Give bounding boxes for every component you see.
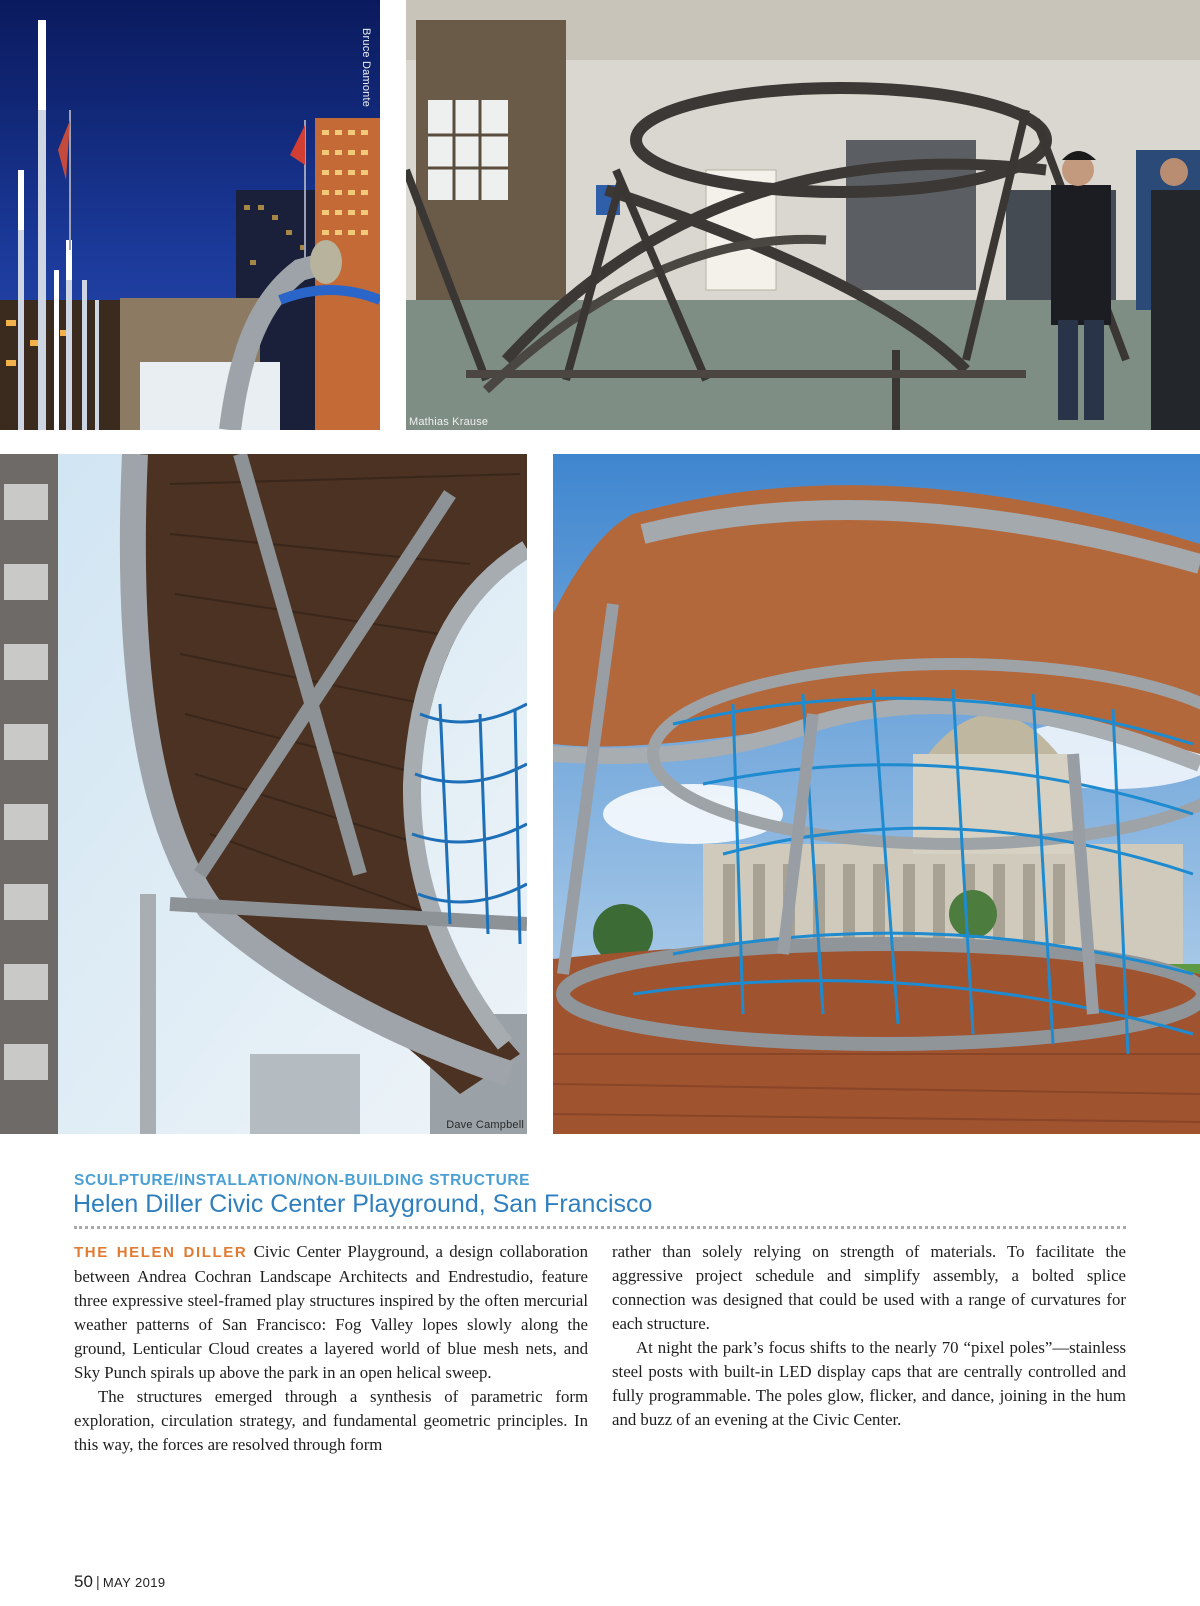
article-column-right [612,1240,1126,1432]
paragraph-1-text: Civic Center Playground, a design collaboration between Andrea Cochran Landscape Architects and Endrestudio, feature three expressive steel-framed play structures inspired by the often mercurial weather patterns of San Francisco: Fog Valley lopes slowly along the ground, Lenticular Cloud creates a layered world of blue mesh nets, and Sky Punch spirals up above the park in an open helical sweep. [74,1242,588,1382]
paragraph-4: At night the park’s focus shifts to the nearly 70 “pixel poles”—stainless steel posts with built-in LED display caps that are centrally controlled and fully programmable. The poles glow, flicker, and dance, joining in the hum and buzz of an evening at the Civic Center. [612,1338,1126,1429]
article-category: SCULPTURE/INSTALLATION/NON-BUILDING STRUCTURE [74,1172,531,1189]
photo-credit-dave-campbell: Dave Campbell [446,1119,524,1131]
title-divider [74,1226,1126,1229]
paragraph-2: The structures emerged through a synthesis of parametric form exploration, circulation strategy, and fundamental geometric principles. In this way, the forces are resolved through form [74,1387,588,1454]
page-number: 50 [74,1572,93,1591]
photo-credit-mathias-krause: Mathias Krause [409,416,489,428]
page-footer [74,1572,166,1592]
issue-date: MAY 2019 [102,1575,166,1590]
article-title: Helen Diller Civic Center Playground, San Francisco [73,1190,653,1218]
photo-structure-underside [0,454,527,1134]
article-column-left [74,1240,588,1457]
photo-night-pixel-poles [0,0,380,430]
paragraph-1 [74,1240,588,1385]
lead-in: THE HELEN DILLER [74,1244,248,1261]
photo-net-city-hall [553,454,1200,1134]
photo-credit-bruce-damonte: Bruce Damonte [360,28,372,108]
paragraph-3: rather than solely relying on strength of materials. To facilitate the aggressive project schedule and simplify assembly, a bolted splice connection was designed that could be used with a range of curvatures for each structure. [612,1242,1126,1333]
photo-workshop-fabrication [406,0,1200,430]
footer-separator: | [95,1574,100,1591]
